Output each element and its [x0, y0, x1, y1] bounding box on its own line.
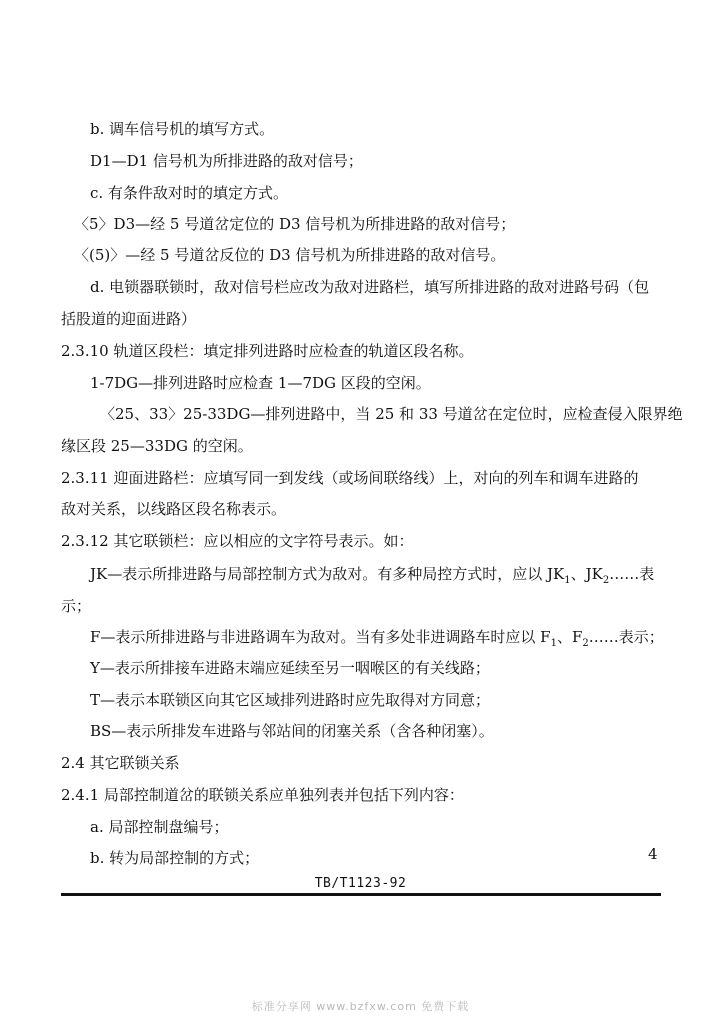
text-line: D1—D1 信号机为所排进路的敌对信号；	[90, 152, 363, 170]
section-heading: 2.3.11 迎面进路栏：应填写同一到发线（或场间联络线）上，对向的列车和调车进路的	[61, 469, 639, 487]
text-line: b. 转为局部控制的方式；	[90, 849, 260, 867]
watermark-text: 标准分享网 www.bzfxw.com 免费下载	[251, 1000, 470, 1013]
text-line: Y—表示所排接车进路末端应延续至另一咽喉区的有关线路；	[90, 659, 490, 677]
jk-mid: 、JK	[570, 565, 603, 583]
text-line: 敌对关系，以线路区段名称表示。	[61, 500, 287, 518]
text-line: BS—表示所排发车进路与邻站间的闭塞关系（含各种闭塞）。	[90, 722, 494, 740]
section-heading: 2.4.1 局部控制道岔的联锁关系应单独列表并包括下列内容：	[61, 786, 464, 804]
f-sub1: 1	[550, 638, 557, 649]
text-line: c. 有条件敌对时的填定方式。	[90, 184, 288, 202]
text-line: 括股道的迎面进路）	[61, 310, 197, 328]
text-line: 示；	[61, 597, 92, 615]
jk-sub1: 1	[564, 575, 571, 586]
f-post: ……表示；	[588, 628, 664, 646]
jk-post: ……表	[609, 565, 655, 583]
footer-rule	[61, 893, 661, 896]
text-line: d. 电锁器联锁时，敌对信号栏应改为敌对进路栏，填写所排进路的敌对进路号码（包	[90, 278, 650, 296]
text-line: a. 局部控制盘编号；	[90, 818, 229, 836]
f-sub2: 2	[582, 638, 589, 649]
text-line: 〈5〉D3—经 5 号道岔定位的 D3 信号机为所排进路的敌对信号；	[74, 215, 516, 233]
text-line-f	[90, 628, 664, 653]
text-line: 〈(5)〉—经 5 号道岔反位的 D3 信号机为所排进路的敌对信号。	[74, 246, 506, 264]
text-line: 缘区段 25—33DG 的空闲。	[61, 437, 253, 455]
section-heading: 2.4 其它联锁关系	[61, 754, 180, 772]
jk-sub2: 2	[602, 575, 610, 586]
section-heading: 2.3.10 轨道区段栏：填定排列进路时应检查的轨道区段名称。	[61, 342, 474, 360]
standard-code-footer: TB/T1123-92	[314, 876, 407, 891]
f-mid: 、F	[556, 628, 583, 646]
f-pre: F—表示所排进路与非进路调车为敌对。当有多处非进调路车时应以 F	[90, 628, 551, 646]
text-line: 1-7DG—排列进路时应检查 1—7DG 区段的空闲。	[90, 374, 431, 392]
text-line: 〈25、33〉25-33DG—排列进路中，当 25 和 33 号道岔在定位时，应检查侵入限界绝	[100, 405, 683, 423]
text-line: T—表示本联锁区向其它区域排列进路时应先取得对方同意；	[90, 691, 491, 709]
section-heading: 2.3.12 其它联锁栏：应以相应的文字符号表示。如：	[61, 532, 414, 550]
jk-pre: JK—表示所排进路与局部控制方式为敌对。有多种局控方式时，应以 JK	[90, 565, 565, 583]
text-line: b. 调车信号机的填写方式。	[90, 120, 275, 138]
text-line-jk	[90, 565, 654, 590]
page-number: 4	[648, 845, 658, 863]
